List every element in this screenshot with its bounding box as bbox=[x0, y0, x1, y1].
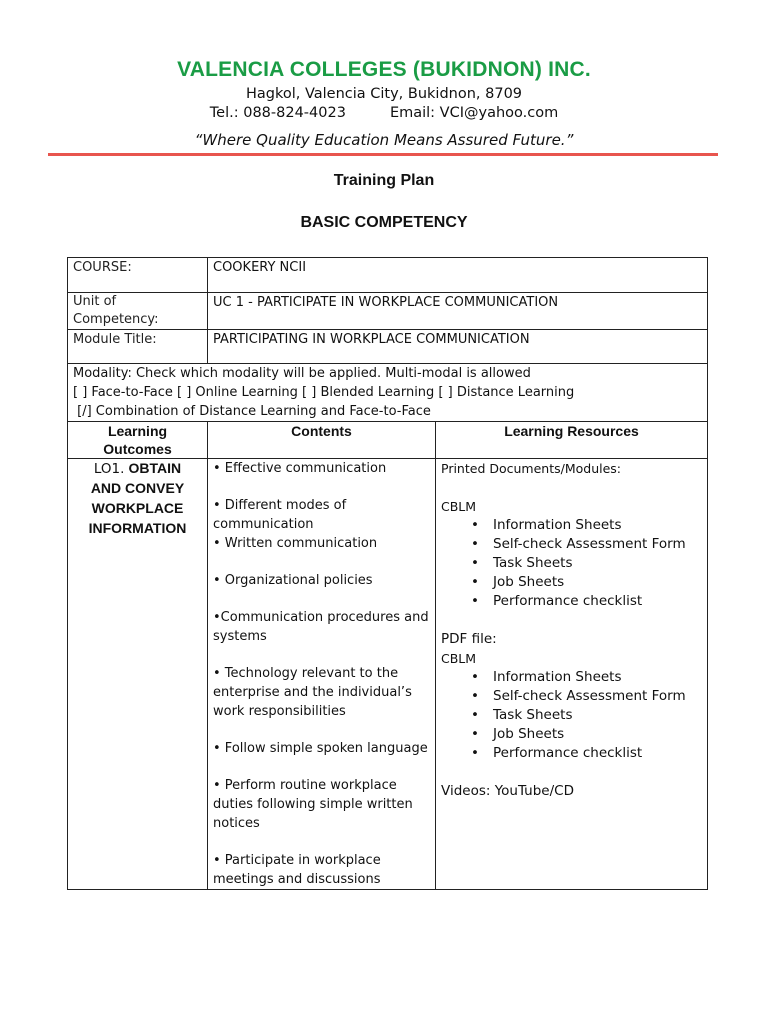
list-item: • Self-check Assessment Form bbox=[493, 687, 702, 706]
list-item: • Different modes of communication bbox=[213, 498, 347, 532]
school-motto: “Where Quality Education Means Assured Future.” bbox=[194, 131, 574, 149]
cblm-label: CBLM bbox=[441, 499, 477, 514]
module-label: Module Title: bbox=[68, 330, 208, 364]
list-item: • Task Sheets bbox=[493, 554, 702, 573]
modality-row bbox=[68, 364, 708, 422]
pdf-heading: PDF file: bbox=[441, 631, 497, 647]
training-plan-table bbox=[67, 257, 708, 890]
list-item: • Information Sheets bbox=[493, 668, 702, 687]
list-item: • Self-check Assessment Form bbox=[493, 535, 702, 554]
list-item: • Performance checklist bbox=[493, 744, 702, 763]
cblm-label: CBLM bbox=[441, 651, 477, 666]
list-item: • Effective communication bbox=[213, 461, 387, 476]
course-row bbox=[68, 258, 708, 293]
list-item: • Follow simple spoken language bbox=[213, 741, 428, 756]
column-header-row bbox=[68, 422, 708, 459]
list-item: • Information Sheets bbox=[493, 516, 702, 535]
course-label: COURSE: bbox=[68, 258, 208, 293]
col-outcomes-line1: Learning bbox=[107, 423, 168, 439]
unit-label-line2: Competency: bbox=[73, 312, 159, 327]
list-item: • Participate in workplace meetings and discussions bbox=[213, 853, 381, 887]
list-item: • Organizational policies bbox=[213, 573, 373, 588]
course-value: COOKERY NCII bbox=[208, 258, 708, 293]
module-row bbox=[68, 330, 708, 364]
modality-options: [ ] Face-to-Face [ ] Online Learning [ ] Blended Learning [ ] Distance Learning bbox=[73, 385, 575, 400]
school-name: VALENCIA COLLEGES (BUKIDNON) INC. bbox=[177, 58, 591, 81]
col-outcomes-line2: Outcomes bbox=[103, 441, 172, 457]
outcome-line4: INFORMATION bbox=[88, 520, 187, 536]
learning-outcome-cell bbox=[68, 459, 208, 890]
school-contact bbox=[0, 105, 768, 121]
header-divider bbox=[48, 153, 718, 156]
list-item: • Job Sheets bbox=[493, 573, 702, 592]
printed-resources-list bbox=[441, 516, 702, 611]
table-row bbox=[68, 459, 708, 890]
module-value: PARTICIPATING IN WORKPLACE COMMUNICATION bbox=[208, 330, 708, 364]
school-address: Hagkol, Valencia City, Bukidnon, 8709 bbox=[245, 86, 523, 102]
unit-label-line1: Unit of bbox=[73, 294, 117, 309]
col-learning-outcomes bbox=[68, 422, 208, 459]
contents-cell bbox=[208, 459, 436, 890]
pdf-resources-list bbox=[441, 668, 702, 763]
unit-label bbox=[68, 293, 208, 330]
list-item: • Written communication bbox=[213, 536, 378, 551]
modality-instructions: Modality: Check which modality will be applied. Multi-modal is allowed bbox=[73, 366, 531, 381]
outcome-code: LO1. bbox=[93, 461, 125, 477]
school-tel: Tel.: 088-824-4023 bbox=[209, 105, 346, 121]
modality-selected: [/] Combination of Distance Learning and Face-to-Face bbox=[73, 404, 431, 419]
list-item: • Technology relevant to the enterprise and the individual’s work responsibilities bbox=[213, 666, 412, 719]
document-subtitle: BASIC COMPETENCY bbox=[300, 214, 468, 231]
outcome-line3: WORKPLACE bbox=[91, 500, 184, 516]
outcome-line1: OBTAIN bbox=[128, 460, 182, 476]
list-item: • Job Sheets bbox=[493, 725, 702, 744]
col-contents: Contents bbox=[208, 422, 436, 459]
list-item: • Perform routine workplace duties following simple written notices bbox=[213, 778, 413, 831]
unit-value: UC 1 - PARTICIPATE IN WORKPLACE COMMUNICATION bbox=[208, 293, 708, 330]
list-item: • Task Sheets bbox=[493, 706, 702, 725]
col-learning-resources: Learning Resources bbox=[436, 422, 708, 459]
modality-cell bbox=[68, 364, 708, 422]
resources-cell bbox=[436, 459, 708, 890]
school-email: Email: VCI@yahoo.com bbox=[389, 105, 559, 121]
list-item: • Performance checklist bbox=[493, 592, 702, 611]
printed-heading: Printed Documents/Modules: bbox=[441, 461, 622, 476]
document-title: Training Plan bbox=[333, 172, 435, 189]
list-item: •Communication procedures and systems bbox=[213, 610, 429, 644]
videos-resource: Videos: YouTube/CD bbox=[441, 783, 574, 799]
unit-row bbox=[68, 293, 708, 330]
outcome-line2: AND CONVEY bbox=[90, 480, 185, 496]
